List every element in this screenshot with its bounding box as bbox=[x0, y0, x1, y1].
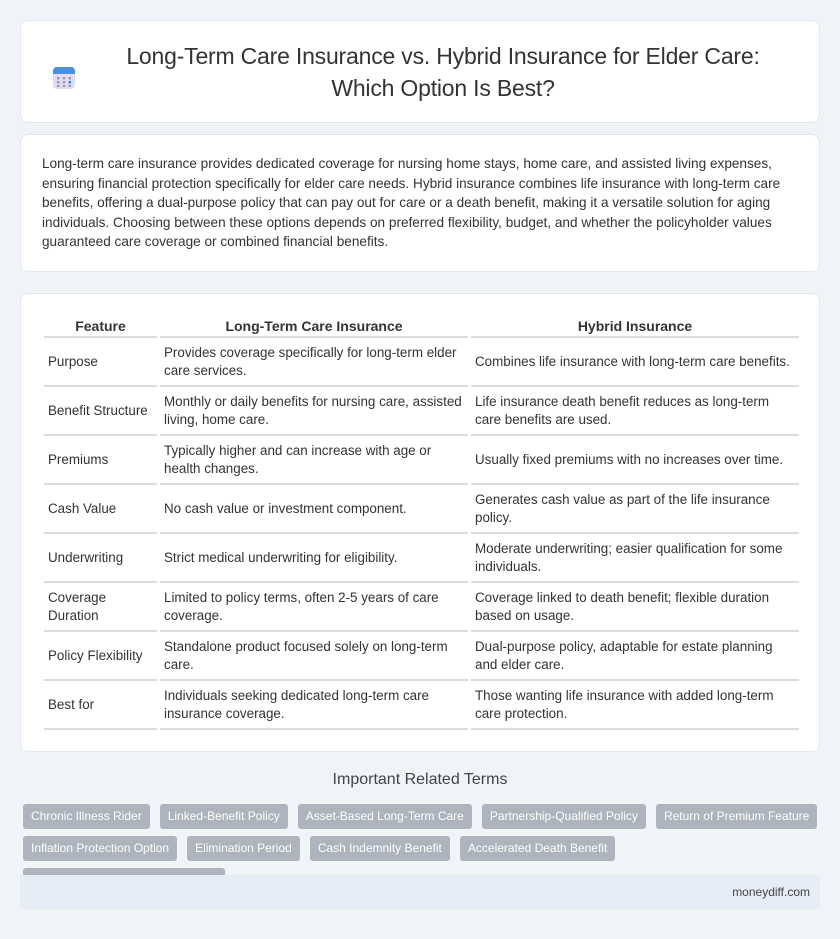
feature-cell: Cash Value bbox=[44, 485, 157, 534]
page-title: Long-Term Care Insurance vs. Hybrid Insurance for Elder Care: Which Option Is Best? bbox=[126, 42, 760, 101]
related-terms-title: Important Related Terms bbox=[332, 771, 508, 788]
header-card bbox=[20, 20, 820, 123]
feature-cell: Coverage Duration bbox=[44, 583, 157, 632]
ltc-cell: Limited to policy terms, often 2-5 years of care coverage. bbox=[160, 583, 468, 632]
intro-card bbox=[20, 134, 820, 272]
tag-accelerated-death-benefit[interactable]: Accelerated Death Benefit bbox=[460, 836, 615, 861]
table-row bbox=[44, 534, 799, 583]
calendar-icon bbox=[52, 66, 76, 90]
ltc-cell: Strict medical underwriting for eligibility. bbox=[160, 534, 468, 583]
hybrid-cell: Coverage linked to death benefit; flexible duration based on usage. bbox=[471, 583, 799, 632]
hybrid-cell: Life insurance death benefit reduces as long-term care benefits are used. bbox=[471, 387, 799, 436]
intro-paragraph: Long-term care insurance provides dedicated coverage for nursing home stays, home care, and assisted living expenses, ensuring financial protection specifically for elder care needs. Hybrid insurance combines life insurance with long-term care benefits, offering a dual-purpose policy that can pay out for care or a death benefit, making it a versatile solution for aging individuals. Choosing between these options depends on preferred flexibility, budget, and whether the policyholder values guaranteed care coverage or combined financial benefits. bbox=[42, 156, 781, 249]
ltc-cell: Monthly or daily benefits for nursing care, assisted living, home care. bbox=[160, 387, 468, 436]
table-header-row bbox=[44, 312, 799, 338]
ltc-cell: Provides coverage specifically for long-term elder care services. bbox=[160, 338, 468, 387]
tag-linked-benefit-policy[interactable]: Linked-Benefit Policy bbox=[160, 804, 288, 829]
tag-partnership-qualified-policy[interactable]: Partnership-Qualified Policy bbox=[482, 804, 646, 829]
ltc-cell: Standalone product focused solely on long-term care. bbox=[160, 632, 468, 681]
tag-inflation-protection[interactable]: Inflation Protection Option bbox=[23, 836, 177, 861]
hybrid-cell: Dual-purpose policy, adaptable for estate planning and elder care. bbox=[471, 632, 799, 681]
feature-cell: Policy Flexibility bbox=[44, 632, 157, 681]
hybrid-cell: Moderate underwriting; easier qualification for some individuals. bbox=[471, 534, 799, 583]
header-hybrid: Hybrid Insurance bbox=[471, 312, 799, 338]
header-feature: Feature bbox=[44, 312, 157, 338]
feature-cell: Purpose bbox=[44, 338, 157, 387]
hybrid-cell: Usually fixed premiums with no increases over time. bbox=[471, 436, 799, 485]
tag-asset-based-ltc[interactable]: Asset-Based Long-Term Care bbox=[298, 804, 472, 829]
header-long-term-care: Long-Term Care Insurance bbox=[160, 312, 468, 338]
header bbox=[40, 40, 800, 104]
feature-cell: Premiums bbox=[44, 436, 157, 485]
footer-site-link[interactable]: moneydiff.com bbox=[732, 885, 810, 899]
tag-cash-indemnity-benefit[interactable]: Cash Indemnity Benefit bbox=[310, 836, 450, 861]
footer bbox=[20, 875, 820, 909]
table-row bbox=[44, 436, 799, 485]
hybrid-cell: Generates cash value as part of the life insurance policy. bbox=[471, 485, 799, 534]
tag-return-of-premium[interactable]: Return of Premium Feature bbox=[656, 804, 817, 829]
table-row bbox=[44, 681, 799, 730]
tag-chronic-illness-rider[interactable]: Chronic Illness Rider bbox=[23, 804, 150, 829]
tag-elimination-period[interactable]: Elimination Period bbox=[187, 836, 300, 861]
hybrid-cell: Combines life insurance with long-term care benefits. bbox=[471, 338, 799, 387]
table-row bbox=[44, 485, 799, 534]
ltc-cell: Typically higher and can increase with age or health changes. bbox=[160, 436, 468, 485]
ltc-cell: No cash value or investment component. bbox=[160, 485, 468, 534]
feature-cell: Benefit Structure bbox=[44, 387, 157, 436]
table-row bbox=[44, 338, 799, 387]
table-row bbox=[44, 632, 799, 681]
comparison-table bbox=[41, 312, 802, 730]
feature-cell: Best for bbox=[44, 681, 157, 730]
hybrid-cell: Those wanting life insurance with added long-term care protection. bbox=[471, 681, 799, 730]
comparison-card bbox=[20, 293, 820, 752]
table-row bbox=[44, 583, 799, 632]
table-row bbox=[44, 387, 799, 436]
feature-cell: Underwriting bbox=[44, 534, 157, 583]
ltc-cell: Individuals seeking dedicated long-term care insurance coverage. bbox=[160, 681, 468, 730]
